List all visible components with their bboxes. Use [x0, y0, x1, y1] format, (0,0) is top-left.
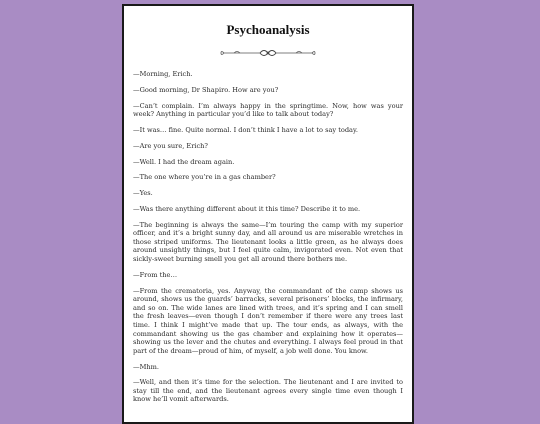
document-page: [122, 4, 414, 424]
dialogue-paragraph: —Well. I had the dream again.: [133, 157, 235, 166]
document-title: Psychoanalysis: [226, 22, 310, 37]
dialogue-paragraph: —The one where you’re in a gas chamber?: [133, 173, 276, 182]
dialogue-paragraph: —It was… fine. Quite normal. I don’t think I have a lot to say today.: [133, 125, 358, 134]
dialogue-paragraph: —Mhm.: [133, 362, 159, 371]
divider-ornament-icon: [220, 48, 316, 58]
dialogue-paragraph: —Can’t complain. I’m always happy in the springtime. Now, how was your week? Anything in particular you’d like to talk about today?: [133, 101, 403, 119]
dialogue-paragraph: —Morning, Erich.: [133, 70, 193, 78]
dialogue-paragraph: —Good morning, Dr Shapiro. How are you?: [133, 85, 279, 94]
dialogue-paragraph: —From the…: [133, 270, 178, 279]
dialogue-paragraph: —The beginning is always the same—I’m touring the camp with my superior officer, and it’s a bright sunny day, and all around us are miserable wretches in those striped uniforms. The lieutenant looks a little green, as he always does around unsightly things, but I feel quite calm, invigorated even. Not even that sickly-sweet burning smell you get all around there bothers me.: [133, 220, 403, 263]
document-body: [133, 70, 403, 404]
dialogue-paragraph: —Was there anything different about it this time? Describe it to me.: [133, 204, 361, 213]
dialogue-paragraph: —Are you sure, Erich?: [133, 141, 208, 150]
dialogue-paragraph: —Well, and then it’s time for the selection. The lieutenant and I are invited to stay till the end, and the lieutenant agrees every single time even though I know he’ll vomit afterwards.: [133, 378, 403, 404]
dialogue-paragraph: —From the crematoria, yes. Anyway, the commandant of the camp shows us around, shows us the guards’ barracks, several prisoners’ blocks, the infirmary, and so on. The wide lanes are lined with trees, and it’s spring and I can smell the fresh leaves—even though I don’t remember if there were any trees last time. I think I might’ve made that up. The tour ends, as always, with the commandant showing us the gas chamber and explaining how it operates—showing us the lever and the chutes and everything. I always feel proud in that part of the dream—proud of him, of myself, a job well done. You know.: [133, 286, 403, 355]
dialogue-paragraph: —Yes.: [133, 189, 153, 198]
